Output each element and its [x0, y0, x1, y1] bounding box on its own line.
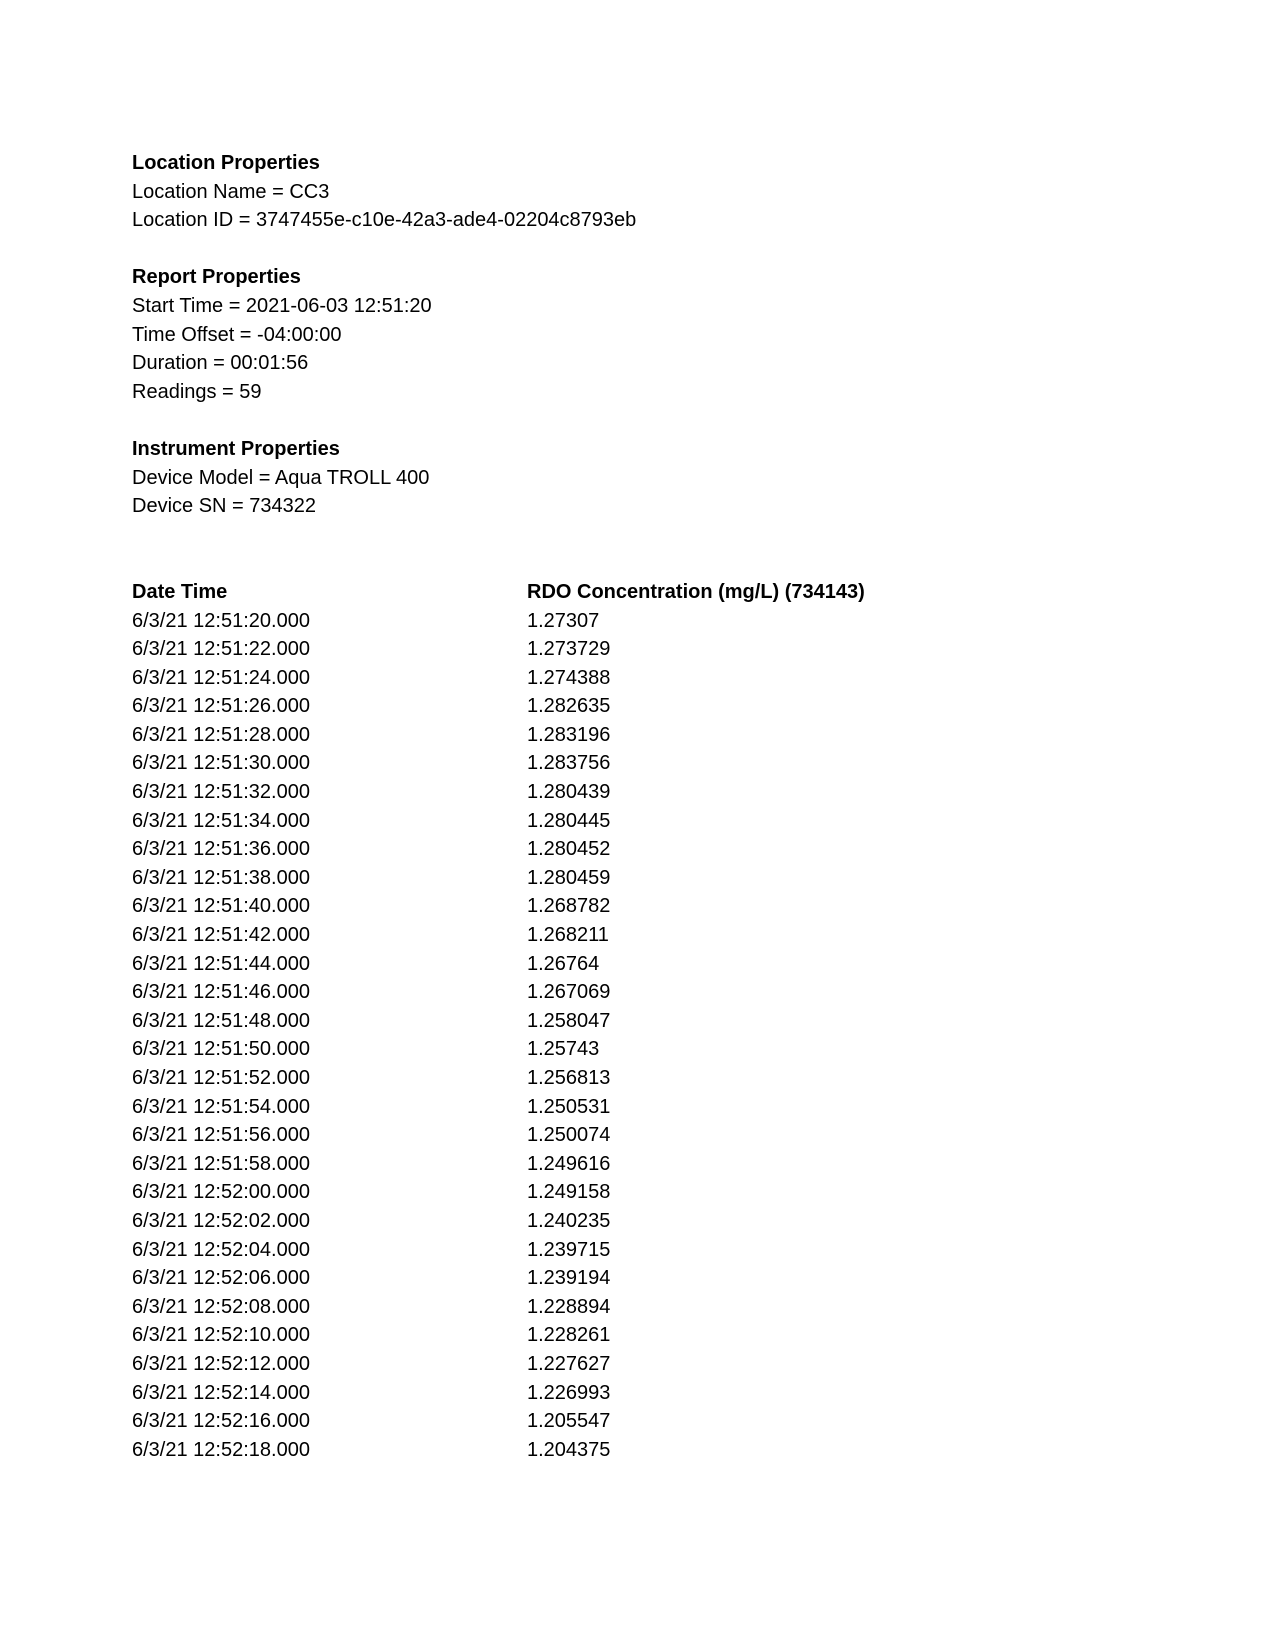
rdo-concentration-cell: 1.205547 — [527, 1410, 611, 1433]
readings-line: Readings = 59 — [132, 380, 262, 403]
date-time-cell: 6/3/21 12:51:54.000 — [132, 1095, 310, 1118]
table-row — [132, 1436, 1132, 1465]
date-time-cell: 6/3/21 12:51:30.000 — [132, 752, 310, 775]
rdo-concentration-cell: 1.256813 — [527, 1067, 611, 1089]
date-time-cell: 6/3/21 12:51:28.000 — [132, 723, 310, 746]
report-properties-section — [132, 263, 1132, 406]
date-time-cell: 6/3/21 12:51:20.000 — [132, 609, 310, 632]
date-time-cell: 6/3/21 12:51:48.000 — [132, 1009, 310, 1032]
rdo-concentration-cell: 1.239715 — [527, 1238, 611, 1261]
rdo-concentration-cell: 1.268782 — [527, 895, 611, 918]
table-row — [132, 607, 1132, 636]
duration-line: Duration = 00:01:56 — [132, 352, 309, 375]
rdo-concentration-cell: 1.280452 — [527, 838, 611, 861]
table-body — [132, 607, 1132, 1465]
table-row — [132, 1236, 1132, 1265]
date-time-cell: 6/3/21 12:52:12.000 — [132, 1352, 310, 1375]
location-properties-section — [132, 149, 1132, 235]
rdo-concentration-cell: 1.282635 — [527, 695, 611, 718]
date-time-cell: 6/3/21 12:51:36.000 — [132, 838, 310, 861]
table-row — [132, 1350, 1132, 1379]
table-row — [132, 1207, 1132, 1236]
date-time-cell: 6/3/21 12:52:08.000 — [132, 1295, 310, 1318]
date-time-cell: 6/3/21 12:51:26.000 — [132, 695, 310, 718]
rdo-concentration-cell: 1.240235 — [527, 1209, 611, 1232]
table-row — [132, 1007, 1132, 1036]
table-row — [132, 1321, 1132, 1350]
date-time-cell: 6/3/21 12:51:50.000 — [132, 1038, 310, 1061]
rdo-concentration-cell: 1.227627 — [527, 1352, 611, 1375]
date-time-cell: 6/3/21 12:52:06.000 — [132, 1267, 310, 1290]
date-time-cell: 6/3/21 12:51:52.000 — [132, 1067, 310, 1089]
rdo-concentration-cell: 1.239194 — [527, 1267, 611, 1290]
table-row — [132, 1293, 1132, 1322]
table-row — [132, 864, 1132, 893]
date-time-cell: 6/3/21 12:52:10.000 — [132, 1324, 310, 1347]
date-time-cell: 6/3/21 12:51:42.000 — [132, 924, 310, 947]
date-time-cell: 6/3/21 12:52:04.000 — [132, 1238, 310, 1261]
table-row — [132, 807, 1132, 836]
table-row — [132, 1407, 1132, 1436]
table-row — [132, 1150, 1132, 1179]
rdo-concentration-cell: 1.267069 — [527, 981, 611, 1004]
date-time-header: Date Time — [132, 580, 228, 603]
report-page — [132, 149, 1132, 1464]
date-time-cell: 6/3/21 12:52:18.000 — [132, 1438, 310, 1461]
table-row — [132, 1064, 1132, 1093]
rdo-concentration-cell: 1.283196 — [527, 723, 611, 746]
table-row — [132, 1093, 1132, 1122]
table-row — [132, 835, 1132, 864]
table-row — [132, 1379, 1132, 1408]
date-time-cell: 6/3/21 12:52:16.000 — [132, 1410, 310, 1433]
table-row — [132, 1178, 1132, 1207]
table-row — [132, 664, 1132, 693]
table-row — [132, 1035, 1132, 1064]
date-time-cell: 6/3/21 12:52:02.000 — [132, 1209, 310, 1232]
rdo-concentration-cell: 1.26764 — [527, 952, 600, 975]
date-time-cell: 6/3/21 12:52:00.000 — [132, 1181, 310, 1204]
rdo-concentration-cell: 1.27307 — [527, 609, 600, 632]
date-time-cell: 6/3/21 12:51:32.000 — [132, 781, 310, 804]
table-row — [132, 692, 1132, 721]
rdo-concentration-cell: 1.249616 — [527, 1152, 611, 1175]
device-model-line: Device Model = Aqua TROLL 400 — [132, 466, 430, 489]
table-row — [132, 978, 1132, 1007]
table-row — [132, 749, 1132, 778]
rdo-concentration-cell: 1.273729 — [527, 638, 611, 661]
instrument-properties-section — [132, 435, 1132, 521]
rdo-concentration-cell: 1.250074 — [527, 1124, 611, 1147]
location-id-line: Location ID = 3747455e-c10e-42a3-ade4-02204c8793eb — [132, 209, 637, 232]
date-time-cell: 6/3/21 12:51:24.000 — [132, 666, 310, 689]
table-row — [132, 1264, 1132, 1293]
date-time-cell: 6/3/21 12:51:44.000 — [132, 952, 310, 975]
rdo-concentration-cell: 1.268211 — [527, 924, 609, 947]
rdo-concentration-cell: 1.280459 — [527, 866, 611, 889]
table-row — [132, 721, 1132, 750]
rdo-concentration-cell: 1.283756 — [527, 752, 611, 775]
table-row — [132, 921, 1132, 950]
table-row — [132, 778, 1132, 807]
rdo-concentration-cell: 1.280439 — [527, 781, 611, 804]
table-row — [132, 892, 1132, 921]
report-properties-title: Report Properties — [132, 266, 301, 289]
date-time-cell: 6/3/21 12:52:14.000 — [132, 1381, 310, 1404]
instrument-properties-title: Instrument Properties — [132, 437, 340, 460]
rdo-concentration-cell: 1.274388 — [527, 666, 611, 689]
date-time-cell: 6/3/21 12:51:34.000 — [132, 809, 310, 832]
date-time-cell: 6/3/21 12:51:46.000 — [132, 981, 310, 1004]
location-name-line: Location Name = CC3 — [132, 180, 330, 203]
rdo-concentration-cell: 1.249158 — [527, 1181, 611, 1204]
time-offset-line: Time Offset = -04:00:00 — [132, 323, 342, 346]
rdo-concentration-cell: 1.204375 — [527, 1438, 611, 1461]
rdo-concentration-cell: 1.25743 — [527, 1038, 600, 1061]
device-sn-line: Device SN = 734322 — [132, 495, 317, 518]
rdo-concentration-cell: 1.228261 — [527, 1324, 611, 1347]
readings-table — [132, 578, 1132, 1464]
rdo-concentration-cell: 1.280445 — [527, 809, 611, 832]
location-properties-title: Location Properties — [132, 152, 320, 174]
rdo-concentration-cell: 1.228894 — [527, 1295, 611, 1318]
date-time-cell: 6/3/21 12:51:22.000 — [132, 638, 310, 661]
rdo-concentration-cell: 1.226993 — [527, 1381, 611, 1404]
table-row — [132, 635, 1132, 664]
table-row — [132, 1121, 1132, 1150]
table-row — [132, 950, 1132, 979]
start-time-line: Start Time = 2021-06-03 12:51:20 — [132, 294, 432, 317]
table-header-row — [132, 578, 1132, 607]
rdo-concentration-header: RDO Concentration (mg/L) (734143) — [527, 580, 865, 603]
date-time-cell: 6/3/21 12:51:56.000 — [132, 1124, 310, 1147]
date-time-cell: 6/3/21 12:51:40.000 — [132, 895, 310, 918]
date-time-cell: 6/3/21 12:51:38.000 — [132, 866, 310, 889]
date-time-cell: 6/3/21 12:51:58.000 — [132, 1152, 310, 1175]
rdo-concentration-cell: 1.258047 — [527, 1009, 611, 1032]
rdo-concentration-cell: 1.250531 — [527, 1095, 611, 1118]
